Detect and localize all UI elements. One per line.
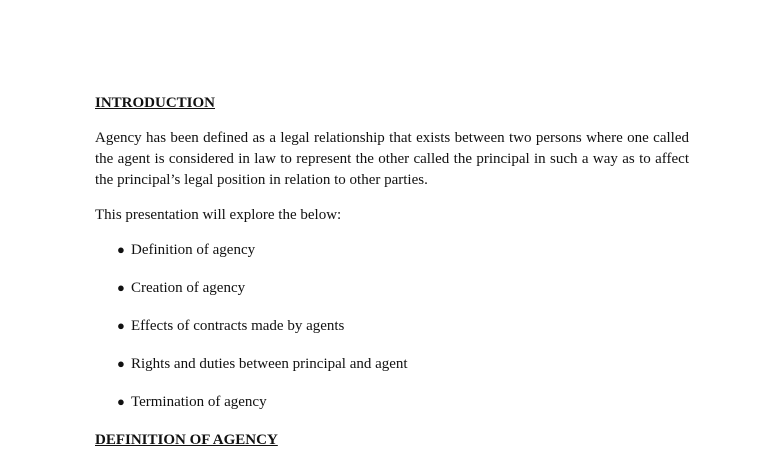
list-item-text: Effects of contracts made by agents	[131, 318, 345, 334]
bullet-icon: ●	[117, 394, 125, 409]
list-item	[117, 277, 689, 299]
section-heading-introduction: INTRODUCTION	[95, 95, 216, 111]
document-page	[95, 94, 689, 429]
presentation-intro-line: This presentation will explore the below:	[95, 207, 342, 223]
list-item	[117, 391, 689, 413]
introduction-paragraph: Agency has been defined as a legal relationship that exists between two persons where one called the agent is considered in law to represent the other called the principal in such a way as to affect the principal’s legal position in relation to other parties.	[95, 130, 689, 188]
list-item	[117, 315, 689, 337]
section-heading-definition: DEFINITION OF AGENCY	[95, 432, 278, 448]
list-item	[117, 239, 689, 261]
bullet-icon: ●	[117, 280, 125, 295]
list-item-text: Definition of agency	[131, 242, 256, 258]
bullet-icon: ●	[117, 356, 125, 371]
list-item-text: Termination of agency	[131, 394, 267, 410]
bullet-icon: ●	[117, 242, 125, 257]
list-item-text: Rights and duties between principal and agent	[131, 356, 408, 372]
list-item-text: Creation of agency	[131, 280, 246, 296]
list-item	[117, 353, 689, 375]
bullet-icon: ●	[117, 318, 125, 333]
topics-list	[95, 239, 689, 413]
